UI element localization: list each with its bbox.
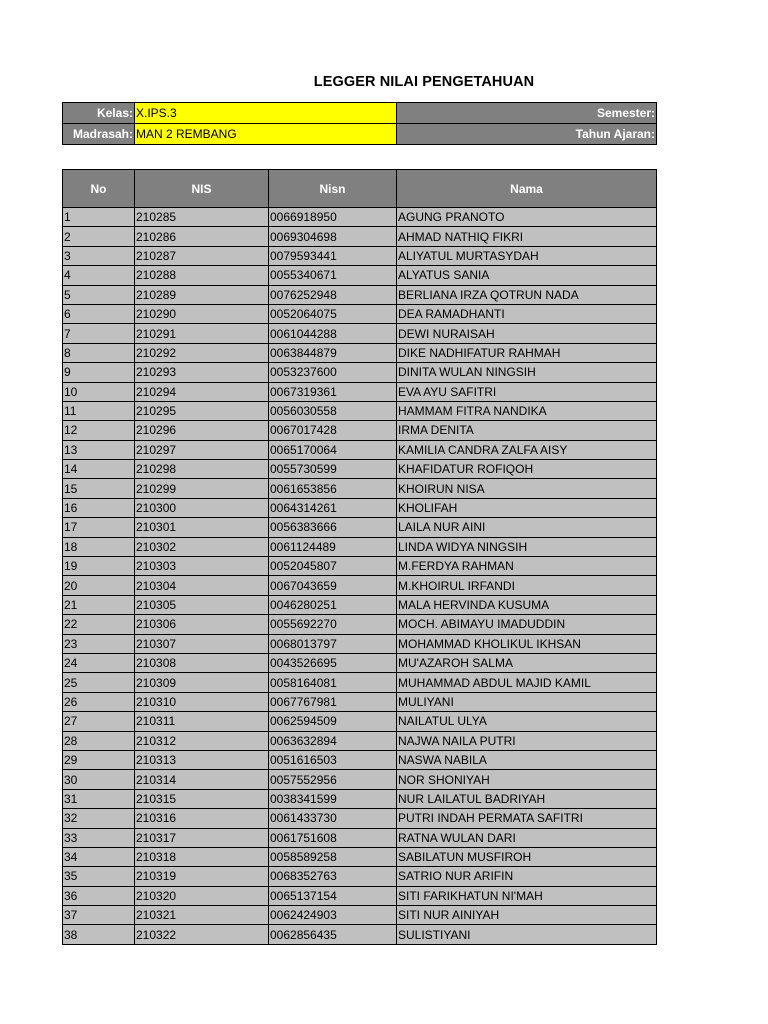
cell-nisn[interactable]: 0064314261 — [269, 498, 397, 517]
cell-no[interactable]: 35 — [63, 867, 135, 886]
cell-nisn[interactable]: 0065137154 — [269, 886, 397, 905]
cell-nisn[interactable]: 0052045807 — [269, 557, 397, 576]
cell-nis[interactable]: 210318 — [135, 847, 269, 866]
cell-no[interactable]: 7 — [63, 324, 135, 343]
table-row — [63, 925, 657, 944]
cell-nisn[interactable]: 0068352763 — [269, 867, 397, 886]
table-row — [63, 266, 657, 285]
cell-nisn[interactable]: 0061124489 — [269, 537, 397, 556]
cell-nama[interactable]: DIKE NADHIFATUR RAHMAH — [397, 343, 657, 362]
cell-no[interactable]: 36 — [63, 886, 135, 905]
table-row — [63, 692, 657, 711]
cell-nis[interactable]: 210312 — [135, 731, 269, 750]
tahun-ajaran-label: Tahun Ajaran: — [397, 124, 657, 145]
table-row — [63, 498, 657, 517]
table-row — [63, 634, 657, 653]
cell-nisn[interactable]: 0063844879 — [269, 343, 397, 362]
page-title: LEGGER NILAI PENGETAHUAN — [313, 74, 535, 90]
cell-nama[interactable]: DEWI NURAISAH — [397, 324, 657, 343]
cell-nis[interactable]: 210301 — [135, 518, 269, 537]
table-row — [63, 828, 657, 847]
cell-nisn[interactable]: 0051616503 — [269, 750, 397, 769]
cell-nama[interactable]: HAMMAM FITRA NANDIKA — [397, 401, 657, 420]
cell-nama[interactable]: M.KHOIRUL IRFANDI — [397, 576, 657, 595]
column-header-no: No — [63, 170, 135, 208]
cell-nis[interactable]: 210313 — [135, 750, 269, 769]
table-row — [63, 886, 657, 905]
cell-nama[interactable]: ALYATUS SANIA — [397, 266, 657, 285]
cell-nis[interactable]: 210310 — [135, 692, 269, 711]
table-row — [63, 343, 657, 362]
cell-nis[interactable]: 210320 — [135, 886, 269, 905]
cell-no[interactable]: 31 — [63, 789, 135, 808]
cell-nis[interactable]: 210287 — [135, 246, 269, 265]
column-header-nama: Nama — [397, 170, 657, 208]
cell-nis[interactable]: 210307 — [135, 634, 269, 653]
table-row — [63, 382, 657, 401]
cell-nisn[interactable]: 0062856435 — [269, 925, 397, 944]
cell-nama[interactable]: SATRIO NUR ARIFIN — [397, 867, 657, 886]
cell-nama[interactable]: KAMILIA CANDRA ZALFA AISY — [397, 440, 657, 459]
cell-nis[interactable]: 210289 — [135, 285, 269, 304]
cell-nama[interactable]: NAILATUL ULYA — [397, 712, 657, 731]
cell-nisn[interactable]: 0065170064 — [269, 440, 397, 459]
cell-nis[interactable]: 210285 — [135, 208, 269, 227]
cell-nama[interactable]: LINDA WIDYA NINGSIH — [397, 537, 657, 556]
cell-no[interactable]: 16 — [63, 498, 135, 517]
table-row — [63, 304, 657, 323]
cell-nis[interactable]: 210293 — [135, 363, 269, 382]
cell-nama[interactable]: ALIYATUL MURTASYDAH — [397, 246, 657, 265]
table-row — [63, 750, 657, 769]
table-row — [63, 770, 657, 789]
cell-no[interactable]: 24 — [63, 653, 135, 672]
cell-nisn[interactable]: 0046280251 — [269, 595, 397, 614]
cell-nis[interactable]: 210298 — [135, 460, 269, 479]
cell-nama[interactable]: SABILATUN MUSFIROH — [397, 847, 657, 866]
cell-no[interactable]: 26 — [63, 692, 135, 711]
cell-nisn[interactable]: 0056383666 — [269, 518, 397, 537]
cell-nama[interactable]: MUHAMMAD ABDUL MAJID KAMIL — [397, 673, 657, 692]
cell-nis[interactable]: 210311 — [135, 712, 269, 731]
cell-nis[interactable]: 210302 — [135, 537, 269, 556]
cell-no[interactable]: 22 — [63, 615, 135, 634]
cell-nis[interactable]: 210309 — [135, 673, 269, 692]
cell-nisn[interactable]: 0069304698 — [269, 227, 397, 246]
table-row — [63, 712, 657, 731]
cell-nis[interactable]: 210304 — [135, 576, 269, 595]
cell-no[interactable]: 14 — [63, 460, 135, 479]
cell-nama[interactable]: AGUNG PRANOTO — [397, 208, 657, 227]
kelas-value[interactable]: X.IPS.3 — [135, 103, 397, 124]
cell-nisn[interactable]: 0061044288 — [269, 324, 397, 343]
cell-no[interactable]: 11 — [63, 401, 135, 420]
kelas-label: Kelas: — [63, 103, 135, 124]
table-row — [63, 731, 657, 750]
cell-nisn[interactable]: 0058164081 — [269, 673, 397, 692]
table-header-row — [63, 170, 657, 208]
cell-nama[interactable]: KHOIRUN NISA — [397, 479, 657, 498]
table-row — [63, 363, 657, 382]
cell-nama[interactable]: MU'AZAROH SALMA — [397, 653, 657, 672]
cell-no[interactable]: 8 — [63, 343, 135, 362]
cell-no[interactable]: 18 — [63, 537, 135, 556]
cell-no[interactable]: 30 — [63, 770, 135, 789]
cell-nama[interactable]: MALA HERVINDA KUSUMA — [397, 595, 657, 614]
madrasah-value[interactable]: MAN 2 REMBANG — [135, 124, 397, 145]
cell-no[interactable]: 4 — [63, 266, 135, 285]
semester-label: Semester: — [397, 103, 657, 124]
table-row — [63, 615, 657, 634]
cell-nisn[interactable]: 0057552956 — [269, 770, 397, 789]
cell-nis[interactable]: 210300 — [135, 498, 269, 517]
cell-nisn[interactable]: 0061653856 — [269, 479, 397, 498]
table-row — [63, 576, 657, 595]
cell-nis[interactable]: 210292 — [135, 343, 269, 362]
table-row — [63, 460, 657, 479]
cell-no[interactable]: 33 — [63, 828, 135, 847]
cell-nisn[interactable]: 0061433730 — [269, 809, 397, 828]
table-row — [63, 906, 657, 925]
table-row — [63, 537, 657, 556]
cell-nis[interactable]: 210303 — [135, 557, 269, 576]
cell-nisn[interactable]: 0067043659 — [269, 576, 397, 595]
cell-nis[interactable]: 210319 — [135, 867, 269, 886]
column-header-nis: NIS — [135, 170, 269, 208]
table-row — [63, 867, 657, 886]
table-row — [63, 789, 657, 808]
cell-nama[interactable]: M.FERDYA RAHMAN — [397, 557, 657, 576]
cell-nis[interactable]: 210297 — [135, 440, 269, 459]
cell-nis[interactable]: 210321 — [135, 906, 269, 925]
cell-nis[interactable]: 210316 — [135, 809, 269, 828]
table-body — [63, 208, 657, 945]
cell-nisn[interactable]: 0038341599 — [269, 789, 397, 808]
table-row — [63, 285, 657, 304]
cell-no[interactable]: 20 — [63, 576, 135, 595]
cell-no[interactable]: 3 — [63, 246, 135, 265]
cell-no[interactable]: 2 — [63, 227, 135, 246]
cell-no[interactable]: 17 — [63, 518, 135, 537]
cell-no[interactable]: 37 — [63, 906, 135, 925]
cell-nisn[interactable]: 0061751608 — [269, 828, 397, 847]
cell-nama[interactable]: NOR SHONIYAH — [397, 770, 657, 789]
cell-nisn[interactable]: 0043526695 — [269, 653, 397, 672]
cell-nama[interactable]: NUR LAILATUL BADRIYAH — [397, 789, 657, 808]
cell-nama[interactable]: SULISTIYANI — [397, 925, 657, 944]
cell-nis[interactable]: 210308 — [135, 653, 269, 672]
cell-nisn[interactable]: 0079593441 — [269, 246, 397, 265]
table-row — [63, 401, 657, 420]
cell-no[interactable]: 10 — [63, 382, 135, 401]
cell-nis[interactable]: 210315 — [135, 789, 269, 808]
cell-nisn[interactable]: 0066918950 — [269, 208, 397, 227]
cell-no[interactable]: 25 — [63, 673, 135, 692]
cell-nisn[interactable]: 0056030558 — [269, 401, 397, 420]
cell-nis[interactable]: 210306 — [135, 615, 269, 634]
cell-nama[interactable]: MOHAMMAD KHOLIKUL IKHSAN — [397, 634, 657, 653]
table-row — [63, 421, 657, 440]
info-table — [62, 102, 657, 145]
cell-nis[interactable]: 210295 — [135, 401, 269, 420]
cell-nama[interactable]: PUTRI INDAH PERMATA SAFITRI — [397, 809, 657, 828]
table-row — [63, 595, 657, 614]
cell-nama[interactable]: KHAFIDATUR ROFIQOH — [397, 460, 657, 479]
cell-nisn[interactable]: 0067319361 — [269, 382, 397, 401]
cell-nama[interactable]: MULIYANI — [397, 692, 657, 711]
cell-nis[interactable]: 210299 — [135, 479, 269, 498]
cell-no[interactable]: 34 — [63, 847, 135, 866]
cell-no[interactable]: 12 — [63, 421, 135, 440]
info-row-kelas — [63, 103, 657, 124]
student-table — [62, 169, 657, 945]
cell-nama[interactable]: NAJWA NAILA PUTRI — [397, 731, 657, 750]
cell-nisn[interactable]: 0076252948 — [269, 285, 397, 304]
cell-nama[interactable]: DINITA WULAN NINGSIH — [397, 363, 657, 382]
table-row — [63, 246, 657, 265]
table-row — [63, 208, 657, 227]
cell-nama[interactable]: MOCH. ABIMAYU IMADUDDIN — [397, 615, 657, 634]
cell-no[interactable]: 15 — [63, 479, 135, 498]
cell-nama[interactable]: IRMA DENITA — [397, 421, 657, 440]
table-row — [63, 518, 657, 537]
cell-no[interactable]: 5 — [63, 285, 135, 304]
cell-nama[interactable]: RATNA WULAN DARI — [397, 828, 657, 847]
cell-no[interactable]: 27 — [63, 712, 135, 731]
column-header-nisn: Nisn — [269, 170, 397, 208]
cell-nis[interactable]: 210305 — [135, 595, 269, 614]
cell-nama[interactable]: KHOLIFAH — [397, 498, 657, 517]
table-row — [63, 847, 657, 866]
cell-no[interactable]: 32 — [63, 809, 135, 828]
cell-nisn[interactable]: 0062594509 — [269, 712, 397, 731]
cell-nisn[interactable]: 0067767981 — [269, 692, 397, 711]
cell-nisn[interactable]: 0053237600 — [269, 363, 397, 382]
cell-nisn[interactable]: 0055730599 — [269, 460, 397, 479]
table-row — [63, 440, 657, 459]
cell-nis[interactable]: 210296 — [135, 421, 269, 440]
cell-nama[interactable]: LAILA NUR AINI — [397, 518, 657, 537]
cell-nis[interactable]: 210322 — [135, 925, 269, 944]
cell-no[interactable]: 1 — [63, 208, 135, 227]
cell-no[interactable]: 6 — [63, 304, 135, 323]
cell-no[interactable]: 23 — [63, 634, 135, 653]
cell-nisn[interactable]: 0058589258 — [269, 847, 397, 866]
table-row — [63, 557, 657, 576]
table-row — [63, 653, 657, 672]
cell-nisn[interactable]: 0068013797 — [269, 634, 397, 653]
cell-nisn[interactable]: 0062424903 — [269, 906, 397, 925]
cell-nis[interactable]: 210291 — [135, 324, 269, 343]
table-row — [63, 227, 657, 246]
cell-nis[interactable]: 210314 — [135, 770, 269, 789]
madrasah-label: Madrasah: — [63, 124, 135, 145]
cell-nisn[interactable]: 0055692270 — [269, 615, 397, 634]
cell-no[interactable]: 21 — [63, 595, 135, 614]
table-row — [63, 479, 657, 498]
cell-nama[interactable]: BERLIANA IRZA QOTRUN NADA — [397, 285, 657, 304]
cell-nama[interactable]: SITI FARIKHATUN NI'MAH — [397, 886, 657, 905]
table-row — [63, 673, 657, 692]
cell-nama[interactable]: DEA RAMADHANTI — [397, 304, 657, 323]
cell-nama[interactable]: AHMAD NATHIQ FIKRI — [397, 227, 657, 246]
cell-no[interactable]: 28 — [63, 731, 135, 750]
cell-no[interactable]: 13 — [63, 440, 135, 459]
cell-nama[interactable]: EVA AYU SAFITRI — [397, 382, 657, 401]
table-row — [63, 809, 657, 828]
cell-nisn[interactable]: 0055340671 — [269, 266, 397, 285]
cell-no[interactable]: 29 — [63, 750, 135, 769]
cell-nisn[interactable]: 0052064075 — [269, 304, 397, 323]
cell-nis[interactable]: 210317 — [135, 828, 269, 847]
cell-nis[interactable]: 210294 — [135, 382, 269, 401]
cell-nama[interactable]: NASWA NABILA — [397, 750, 657, 769]
cell-no[interactable]: 38 — [63, 925, 135, 944]
info-row-madrasah — [63, 124, 657, 145]
cell-nisn[interactable]: 0063632894 — [269, 731, 397, 750]
cell-nama[interactable]: SITI NUR AINIYAH — [397, 906, 657, 925]
table-row — [63, 324, 657, 343]
cell-no[interactable]: 9 — [63, 363, 135, 382]
cell-no[interactable]: 19 — [63, 557, 135, 576]
cell-nisn[interactable]: 0067017428 — [269, 421, 397, 440]
cell-nis[interactable]: 210288 — [135, 266, 269, 285]
cell-nis[interactable]: 210290 — [135, 304, 269, 323]
cell-nis[interactable]: 210286 — [135, 227, 269, 246]
